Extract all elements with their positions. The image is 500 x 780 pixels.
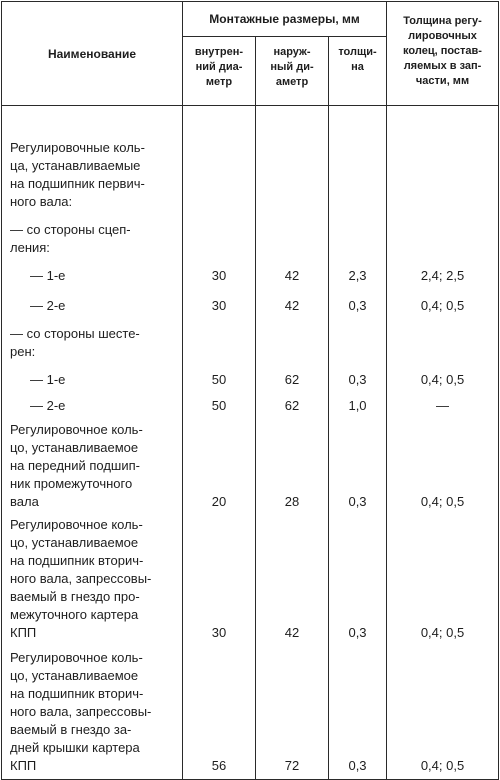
row-inner: 56	[183, 646, 256, 780]
row-outer: 42	[256, 289, 329, 319]
table-row	[2, 419, 499, 515]
header-outer-diameter: наруж- ный ди- аметр	[256, 37, 329, 106]
row-outer	[256, 106, 329, 215]
row-thickness: 1,0	[329, 393, 387, 419]
row-name: Регулировочное коль- цо, устанавливаемое на передний подшип- ник промежуточного вала	[2, 419, 183, 515]
row-supplied: 0,4; 0,5	[387, 646, 499, 780]
row-name: Регулировочное коль- цо, устанавливаемое на подшипник вторич- ного вала, запрессовы- ваемый в гнездо за- дней крышки картера КПП	[2, 646, 183, 780]
table-row	[2, 289, 499, 319]
row-inner: 20	[183, 419, 256, 515]
row-outer: 62	[256, 365, 329, 393]
row-thickness: 0,3	[329, 646, 387, 780]
row-inner: 50	[183, 365, 256, 393]
table-row	[2, 106, 499, 215]
row-inner: 30	[183, 289, 256, 319]
row-outer	[256, 215, 329, 261]
row-outer: 42	[256, 261, 329, 289]
row-thickness: 2,3	[329, 261, 387, 289]
header-thickness: толщи- на	[329, 37, 387, 106]
row-name: — 1-е	[2, 365, 183, 393]
row-name: — со стороны сцеп- ления:	[2, 215, 183, 261]
header-mounting-sizes: Монтажные размеры, мм	[183, 2, 387, 37]
row-inner: 50	[183, 393, 256, 419]
row-name: — 2-е	[2, 289, 183, 319]
table-row	[2, 646, 499, 780]
row-inner: 30	[183, 261, 256, 289]
header-name: Наименование	[2, 2, 183, 106]
row-supplied	[387, 215, 499, 261]
row-thickness: 0,3	[329, 515, 387, 646]
row-supplied: —	[387, 393, 499, 419]
row-supplied: 0,4; 0,5	[387, 419, 499, 515]
row-thickness: 0,3	[329, 419, 387, 515]
row-supplied: 0,4; 0,5	[387, 365, 499, 393]
row-thickness: 0,3	[329, 289, 387, 319]
header-inner-diameter: внутрен- ний диа- метр	[183, 37, 256, 106]
row-name: Регулировочные коль- ца, устанавливаемые на подшипник первич- ного вала:	[2, 106, 183, 215]
table-header	[2, 2, 499, 106]
row-inner	[183, 106, 256, 215]
row-supplied: 0,4; 0,5	[387, 515, 499, 646]
row-supplied: 2,4; 2,5	[387, 261, 499, 289]
table-row	[2, 515, 499, 646]
row-name: Регулировочное коль- цо, устанавливаемое на подшипник вторич- ного вала, запрессовы- ваемый в гнездо про- межуточного картера КПП	[2, 515, 183, 646]
row-outer: 28	[256, 419, 329, 515]
row-outer: 62	[256, 393, 329, 419]
row-inner: 30	[183, 515, 256, 646]
row-thickness	[329, 215, 387, 261]
row-thickness	[329, 106, 387, 215]
row-outer: 72	[256, 646, 329, 780]
row-inner	[183, 319, 256, 365]
table-row	[2, 393, 499, 419]
row-outer: 42	[256, 515, 329, 646]
row-thickness: 0,3	[329, 365, 387, 393]
row-name: — 1-е	[2, 261, 183, 289]
row-thickness	[329, 319, 387, 365]
row-supplied: 0,4; 0,5	[387, 289, 499, 319]
row-name: — со стороны шесте- рен:	[2, 319, 183, 365]
row-supplied	[387, 319, 499, 365]
row-supplied	[387, 106, 499, 215]
table-row	[2, 319, 499, 365]
table-row	[2, 261, 499, 289]
table-row	[2, 365, 499, 393]
ring-size-table	[1, 1, 499, 780]
header-supplied-thickness: Толщина регу- лировочных колец, постав- ляемых в зап- части, мм	[387, 2, 499, 106]
row-name: — 2-е	[2, 393, 183, 419]
row-outer	[256, 319, 329, 365]
row-inner	[183, 215, 256, 261]
table-row	[2, 215, 499, 261]
table-body	[2, 106, 499, 780]
